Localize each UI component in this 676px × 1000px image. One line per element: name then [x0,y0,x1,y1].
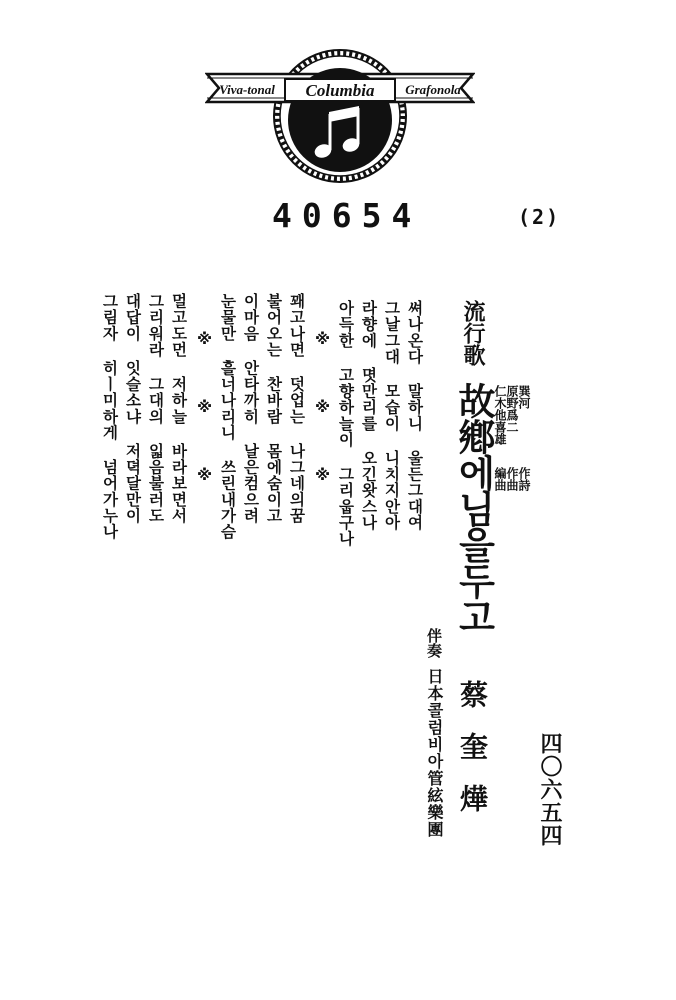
arranger-name: 仁木他喜雄 [493,385,507,445]
left-banner-text: Viva-tonal [219,82,275,97]
lyric-line: 그날그대 모습이 니치지안아 [382,300,401,531]
lyric-line: 대답이 잇슬소냐 저뎍달만이 [123,293,142,524]
genre-label: 流行歌 [460,300,486,366]
lyric-line: 라향에 몃만리를 오긴왓스나 [359,300,378,531]
stanza-separator: ※ ※ ※ [195,330,214,500]
lyric-line: 꽤고나면 덧업는 나그네의꿈 [287,293,306,524]
composer-name: 原野爲二 [505,385,519,433]
lyric-line: 불어오는 찬바람 몸에숨이고 [264,293,283,524]
lyric-line: 멀고도먼 저하늘 바라보면서 [169,293,188,524]
catalog-number: 40654 [272,196,422,235]
lyric-line: 아득한 고향하늘이 그리웁구나 [336,300,355,547]
columbia-logo [205,48,475,183]
lyric-line: 이마음 안타까히 날은컴으려 [241,293,260,524]
lyric-line: 그림자 히ㅣ미하게 넘어가누나 [100,293,119,540]
performer-name: 蔡奎燁 [456,680,489,836]
accompaniment-name: 日本콜럼비아管絃樂團 [425,668,444,838]
lyric-line: 그리워라 그대의 읿음불러도 [146,293,165,524]
lyricist-role: 作詩 [517,467,531,491]
lyricist-name: 巽河 [517,385,531,409]
song-title: 故鄕에님을두고 [452,382,496,634]
stanza-separator: ※ ※ ※ [313,330,332,500]
credits-block [494,385,538,500]
lyric-line: 쎠나온다 말하니 울든그대여 [405,300,424,531]
catalog-number-kanji: 四〇六五四 [537,732,563,847]
right-banner-text: Grafonola [405,82,461,97]
composer-role: 作曲 [505,467,519,491]
brand-name: Columbia [305,81,375,100]
side-number: (2) [518,205,561,229]
lyric-line: 눈물만 흘너나리니 쓰린내가슴 [218,293,237,540]
arranger-role: 編曲 [493,467,507,491]
accompaniment-label: 伴奏 [425,628,443,658]
